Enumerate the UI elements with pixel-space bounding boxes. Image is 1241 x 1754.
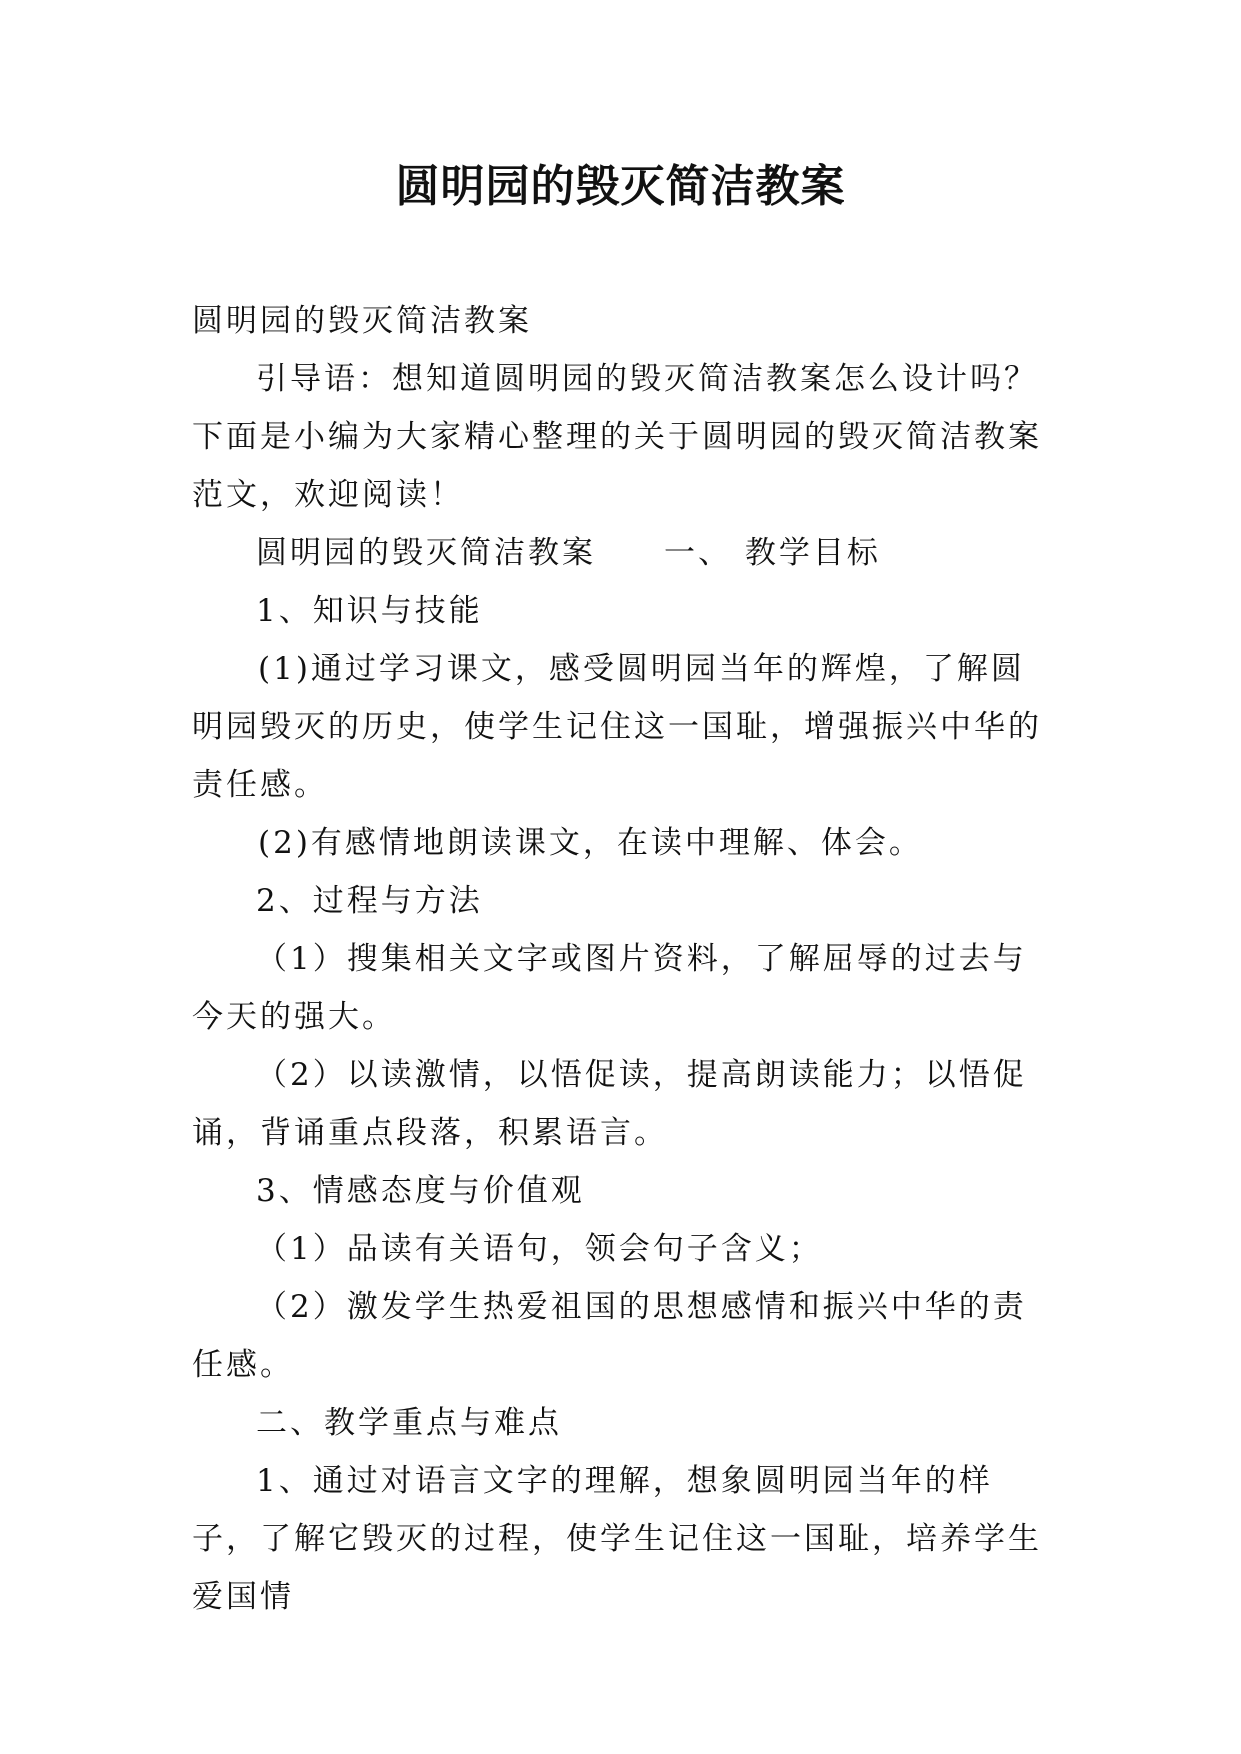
paragraph-item: (1)通过学习课文，感受圆明园当年的辉煌，了解圆明园毁灭的历史，使学生记住这一国耻，增强振兴中华的责任感。 bbox=[192, 651, 1042, 803]
subheading-attitude: 3、情感态度与价值观 bbox=[256, 1173, 585, 1209]
subheading-knowledge: 1、知识与技能 bbox=[256, 593, 483, 629]
paragraph-item: （1）搜集相关文字或图片资料，了解屈辱的过去与今天的强大。 bbox=[192, 941, 1027, 1035]
paragraph-item: （2）以读激情，以悟促读，提高朗读能力；以悟促诵，背诵重点段落，积累语言。 bbox=[192, 1057, 1027, 1151]
section-heading-objectives: 圆明园的毁灭简洁教案 一、 教学目标 bbox=[256, 535, 881, 571]
paragraph-item: (2)有感情地朗读课文，在读中理解、体会。 bbox=[258, 825, 923, 861]
document-body bbox=[192, 292, 1052, 1626]
section-heading-key-points: 二、教学重点与难点 bbox=[256, 1405, 562, 1441]
paragraph-item: （1）品读有关语句，领会句子含义； bbox=[256, 1231, 823, 1267]
paragraph-item: （2）激发学生热爱祖国的思想感情和振兴中华的责任感。 bbox=[192, 1289, 1027, 1383]
subtitle-paragraph: 圆明园的毁灭简洁教案 bbox=[192, 303, 532, 339]
paragraph-item: 1、通过对语言文字的理解，想象圆明园当年的样子，了解它毁灭的过程，使学生记住这一国耻，培养学生爱国情 bbox=[192, 1463, 1042, 1615]
intro-paragraph: 引导语：想知道圆明园的毁灭简洁教案怎么设计吗？下面是小编为大家精心整理的关于圆明园的毁灭简洁教案范文，欢迎阅读！ bbox=[192, 361, 1042, 513]
document-title: 圆明园的毁灭简洁教案 bbox=[395, 161, 846, 212]
subheading-process: 2、过程与方法 bbox=[256, 883, 483, 919]
